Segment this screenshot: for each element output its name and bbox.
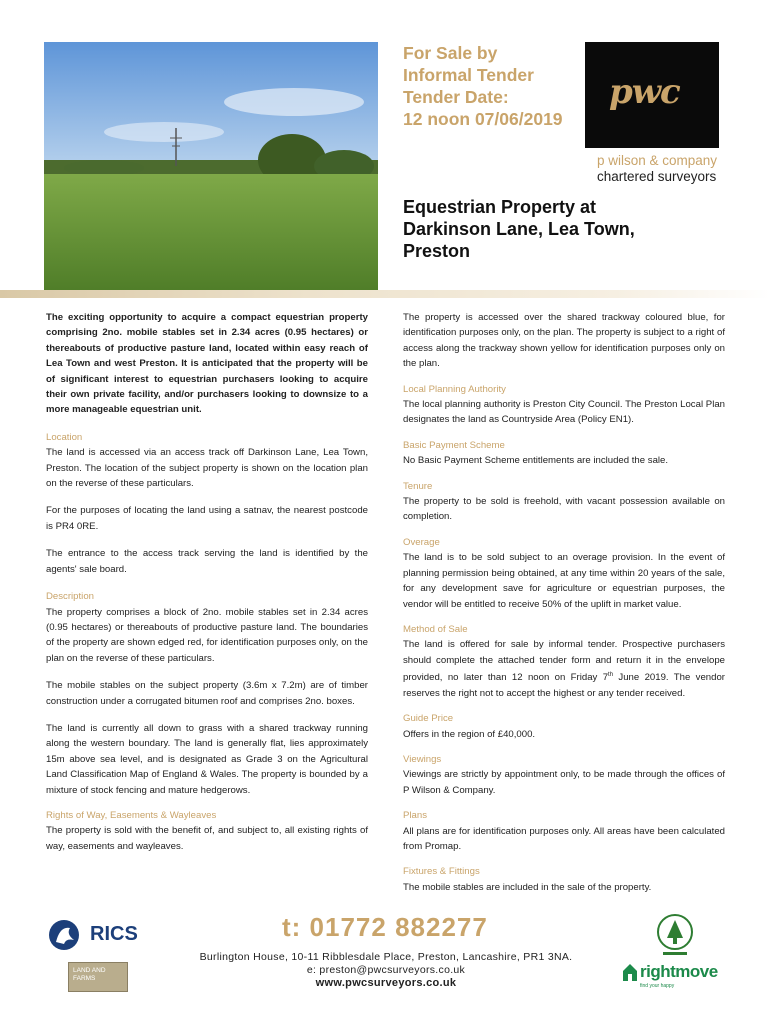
- tender-info: [403, 42, 573, 130]
- contact-block: [176, 951, 596, 990]
- section-heading-bps: Basic Payment Scheme: [403, 439, 505, 451]
- guide-text: Offers in the region of £40,000.: [403, 728, 536, 740]
- method-sup: th: [608, 672, 614, 679]
- intro-text: The exciting opportunity to acquire a compact equestrian property comprising 2no. mobile stables set in 2.34 acres (0.95 hectares) or thereabouts of productive pasture land, located within easy reach of Lea Town and west Preston. It is anticipated that the property will be of significant interest to equestrian purchasers looking to acquire their own private facility, and/or purchasers looking to downsize to a more manageable equestrian unit.: [46, 312, 368, 416]
- section-heading-description: Description: [46, 591, 94, 603]
- description-text: The property comprises a block of 2no. mobile stables set in 2.34 acres (0.95 hectares) or thereabouts of productive pasture land. The boundaries of the property are shown edged red, for identification purposes only, on the plan on the reverse of these particulars.: [46, 606, 368, 664]
- title-line: Equestrian Property at: [403, 197, 597, 217]
- left-column: [46, 310, 368, 854]
- phone-number[interactable]: t: 01772 882277: [282, 912, 488, 942]
- overage-text: The land is to be sold subject to an overage provision. In the event of planning permission being obtained, at any time within 20 years of the sale, for any development save for agriculture or equestrian purposes, the vendor will be entitled to receive 50% of the uplift in market value.: [403, 552, 725, 610]
- land-farms-text: LAND AND FARMS: [73, 967, 106, 982]
- company-line2: chartered surveyors: [597, 169, 717, 184]
- title-line: Preston: [403, 241, 471, 261]
- plans-text: All plans are for identification purposes only. All areas have been calculated from Promap.: [403, 825, 725, 852]
- planning-text: The local planning authority is Preston City Council. The Preston Local Plan designates the land as Countryside Area (Policy EN1).: [403, 399, 725, 426]
- rics-emblem-icon: [46, 918, 86, 952]
- section-heading-fixtures: Fixtures & Fittings: [403, 866, 480, 878]
- website-link[interactable]: www.pwcsurveyors.co.uk: [315, 977, 457, 989]
- address-text: Burlington House, 10-11 Ribblesdale Place, Preston, Lancashire, PR1 3NA.: [199, 951, 573, 963]
- rights-text: The property is sold with the benefit of, and subject to, all existing rights of way, easements and wayleaves.: [46, 825, 368, 852]
- location-text: The entrance to the access track serving the land is identified by the agents' sale board.: [46, 548, 368, 575]
- description-text: The land is currently all down to grass with a shared trackway running along the western boundary. The land is generally flat, lies approximately 15m above sea level, and is designated as Grade 3 on the Agricultural Land Classification Map of England & Wales. The property is bounded by a mixture of stock fencing and mature hedgerows.: [46, 722, 368, 796]
- logo-text: pwc: [609, 72, 680, 112]
- access-text: The property is accessed over the shared trackway coloured blue, for identification purposes only, on the plan. The property is subject to a right of access along the trackway shown yellow for identification purposes only on the plan.: [403, 312, 725, 370]
- right-column: [403, 310, 725, 895]
- rightmove-text: rightmove: [640, 962, 718, 981]
- section-heading-viewings: Viewings: [403, 753, 442, 765]
- rics-logo: [46, 918, 156, 952]
- sale-line: Informal Tender: [403, 65, 534, 85]
- method-text-a: The land is offered for sale by informal tender. Prospective purchasers should complete the attached tender form and return it in the envelope provided, no later than 12 noon on Friday 7: [403, 639, 725, 684]
- location-text: The land is accessed via an access track off Darkinson Lane, Lea Town, Preston. The location of the subject property is shown on the location plan on the reverse of these particulars.: [46, 447, 368, 490]
- section-heading-tenure: Tenure: [403, 480, 433, 492]
- section-heading-plans: Plans: [403, 810, 427, 822]
- sale-line: 12 noon 07/06/2019: [403, 109, 563, 129]
- method-text: [403, 637, 725, 701]
- property-photo: [44, 42, 378, 292]
- rightmove-logo: [622, 962, 732, 990]
- pwc-logo: [585, 42, 719, 148]
- title-line: Darkinson Lane, Lea Town,: [403, 219, 635, 239]
- section-heading-guide: Guide Price: [403, 713, 454, 725]
- sale-line: For Sale by: [403, 43, 498, 63]
- section-heading-location: Location: [46, 431, 83, 443]
- section-heading-method: Method of Sale: [403, 623, 468, 635]
- company-name: [597, 153, 737, 185]
- section-heading-overage: Overage: [403, 536, 440, 548]
- sale-line: Tender Date:: [403, 87, 509, 107]
- land-farms-logo: [68, 962, 128, 992]
- email-link[interactable]: e: preston@pwcsurveyors.co.uk: [306, 964, 466, 976]
- rics-text: RICS: [90, 923, 138, 945]
- page-title: [403, 196, 723, 262]
- trust-badge-icon: [655, 912, 695, 958]
- location-text: For the purposes of locating the land using a satnav, the nearest postcode is PR4 0RE.: [46, 505, 368, 532]
- bps-text: No Basic Payment Scheme entitlements are included the sale.: [403, 455, 669, 467]
- section-heading-rights: Rights of Way, Easements & Wayleaves: [46, 809, 217, 821]
- divider-band: [0, 290, 770, 298]
- method-text-b: June 2019. The vendor reserves the right not to accept the highest or any tender received.: [403, 672, 725, 699]
- rightmove-tagline: find your happy: [640, 983, 675, 989]
- tenure-text: The property to be sold is freehold, with vacant possession available on completion.: [403, 496, 725, 523]
- rightmove-house-icon: [622, 962, 638, 982]
- description-text: The mobile stables on the subject property (3.6m x 7.2m) are of timber construction under a corrugated bitumen roof and comprises 2no. boxes.: [46, 680, 368, 707]
- section-heading-planning: Local Planning Authority: [403, 383, 506, 395]
- fixtures-text: The mobile stables are included in the sale of the property.: [403, 881, 652, 893]
- company-line1: p wilson & company: [597, 153, 718, 168]
- viewings-text: Viewings are strictly by appointment only, to be made through the offices of P Wilson & Company.: [403, 769, 725, 796]
